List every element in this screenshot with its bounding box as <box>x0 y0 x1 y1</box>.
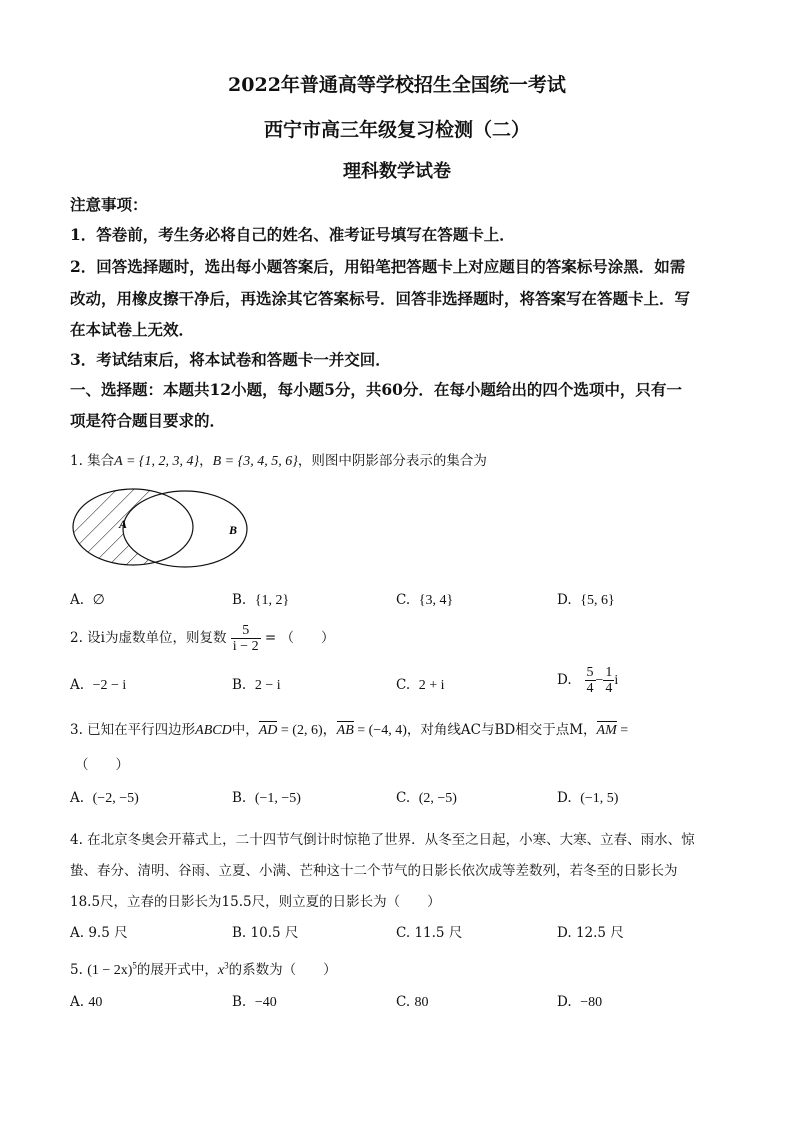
notes-item-1: 1．答卷前，考生务必将自己的姓名、准考证号填写在答题卡上． <box>70 225 515 244</box>
question-2-stem: 2. 设i为虚数单位，则复数 $\frac{5}{i - 2}$ = （ ） <box>70 623 335 654</box>
q4-option-b[interactable]: B. 10.5 尺 <box>232 925 299 941</box>
question-4-line-1: 4. 在北京冬奥会开幕式上，二十四节气倒计时惊艳了世界．从冬至之日起，小寒、大寒、立春、雨水、惊 <box>70 832 695 848</box>
notes-item-2-line-2: 改动，用橡皮擦干净后，再选涂其它答案标号．回答非选择题时，将答案写在答题卡上．写 <box>70 289 691 308</box>
q2-option-b[interactable]: B. 2 − i <box>232 677 281 693</box>
venn-diagram <box>70 485 250 575</box>
vector-ad: AD <box>258 723 278 738</box>
q5-option-b[interactable]: B. −40 <box>232 994 277 1010</box>
notes-item-3: 3．考试结束后，将本试卷和答题卡一并交回． <box>70 350 391 369</box>
q1-option-c[interactable]: C. {3, 4} <box>396 592 454 608</box>
section-1-line-2: 项是符合题目要求的． <box>70 411 226 430</box>
notes-item-2-line-3: 在本试卷上无效． <box>70 320 195 339</box>
q4-option-a[interactable]: A. 9.5 尺 <box>70 925 128 941</box>
q5-option-a[interactable]: A. 40 <box>70 994 103 1010</box>
exam-subject: 理科数学试卷 <box>343 161 451 182</box>
exam-title: 2022年普通高等学校招生全国统一考试 <box>228 74 566 96</box>
q3-option-b[interactable]: B. (−1, −5) <box>232 790 301 806</box>
vector-ab: AB <box>336 723 354 738</box>
q3-option-a[interactable]: A. (−2, −5) <box>70 790 139 806</box>
q3-option-d[interactable]: D. (−1, 5) <box>557 790 619 806</box>
q3-option-c[interactable]: C. (2, −5) <box>396 790 457 806</box>
q5-option-c[interactable]: C. 80 <box>396 994 429 1010</box>
q3-answer-paren: （ ） <box>75 757 129 773</box>
question-5-stem: 5. $(1 - 2x)^5$的展开式中，$x^3$的系数为（ ） <box>70 960 337 978</box>
question-3-stem: 3. 已知在平行四边形ABCD中，AD = (2, 6)，AB = (−4, 4)，对角线AC与BD相交于点M，AM = <box>70 722 629 738</box>
q1-option-a[interactable]: A. ∅ <box>70 592 105 608</box>
vector-am: AM <box>596 723 617 738</box>
notes-item-2-line-1: 2．回答选择题时，选出每小题答案后，用铅笔把答题卡上对应题目的答案标号涂黑．如需 <box>70 257 686 276</box>
q4-option-c[interactable]: C. 11.5 尺 <box>396 925 463 941</box>
q1-option-d[interactable]: D. {5, 6} <box>557 592 615 608</box>
section-1-line-1: 一、选择题：本题共12小题，每小题5分，共60分．在每小题给出的四个选项中，只有一 <box>70 380 682 399</box>
q5-option-d[interactable]: D. −80 <box>557 994 603 1010</box>
question-1-stem: 1. 集合A = {1, 2, 3, 4}，B = {3, 4, 5, 6}，则图中阴影部分表示的集合为 <box>70 453 487 469</box>
venn-label-b: B <box>229 523 238 537</box>
notes-heading: 注意事项： <box>70 195 148 214</box>
q1-option-b[interactable]: B. {1, 2} <box>232 592 290 608</box>
q2-option-d[interactable]: D. $\frac{5}{4}$ − $\frac{1}{4}$ i <box>557 665 619 696</box>
question-4-line-2: 蛰、春分、清明、谷雨、立夏、小满、芒种这十二个节气的日影长依次成等差数列，若冬至的日影长为 <box>70 863 678 879</box>
question-4-line-3: 18.5尺，立春的日影长为15.5尺，则立夏的日影长为（ ） <box>70 894 441 910</box>
q2-option-c[interactable]: C. 2 + i <box>396 677 445 693</box>
q4-option-d[interactable]: D. 12.5 尺 <box>557 925 624 941</box>
venn-label-a: A <box>119 517 128 531</box>
exam-subtitle: 西宁市高三年级复习检测（二） <box>263 119 530 141</box>
q2-option-a[interactable]: A. −2 − i <box>70 677 127 693</box>
q2-fraction: $\frac{5}{i - 2}$ <box>232 623 259 654</box>
